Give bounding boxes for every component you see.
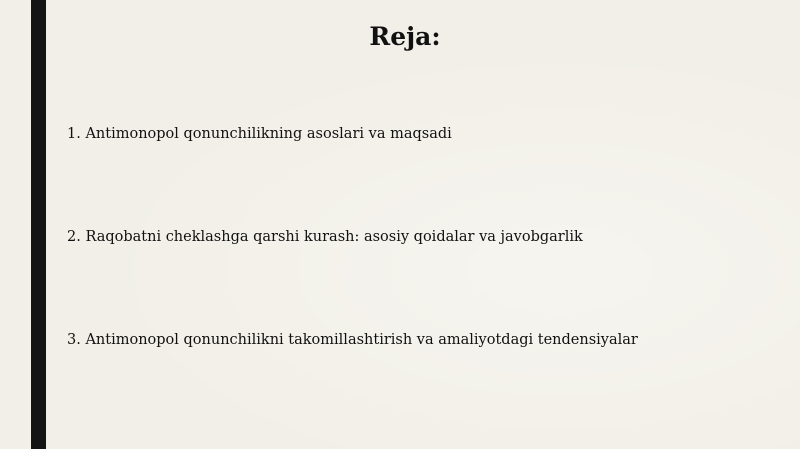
accent-bar — [31, 0, 46, 449]
agenda-item-2: 2. Raqobatni cheklashga qarshi kurash: asosiy qoidalar va javobgarlik — [67, 229, 583, 245]
agenda-item-3: 3. Antimonopol qonunchilikni takomillashtirish va amaliyotdagi tendensiyalar — [67, 332, 638, 348]
slide-title: Reja: — [369, 22, 441, 51]
agenda-item-1: 1. Antimonopol qonunchilikning asoslari va maqsadi — [67, 126, 452, 142]
